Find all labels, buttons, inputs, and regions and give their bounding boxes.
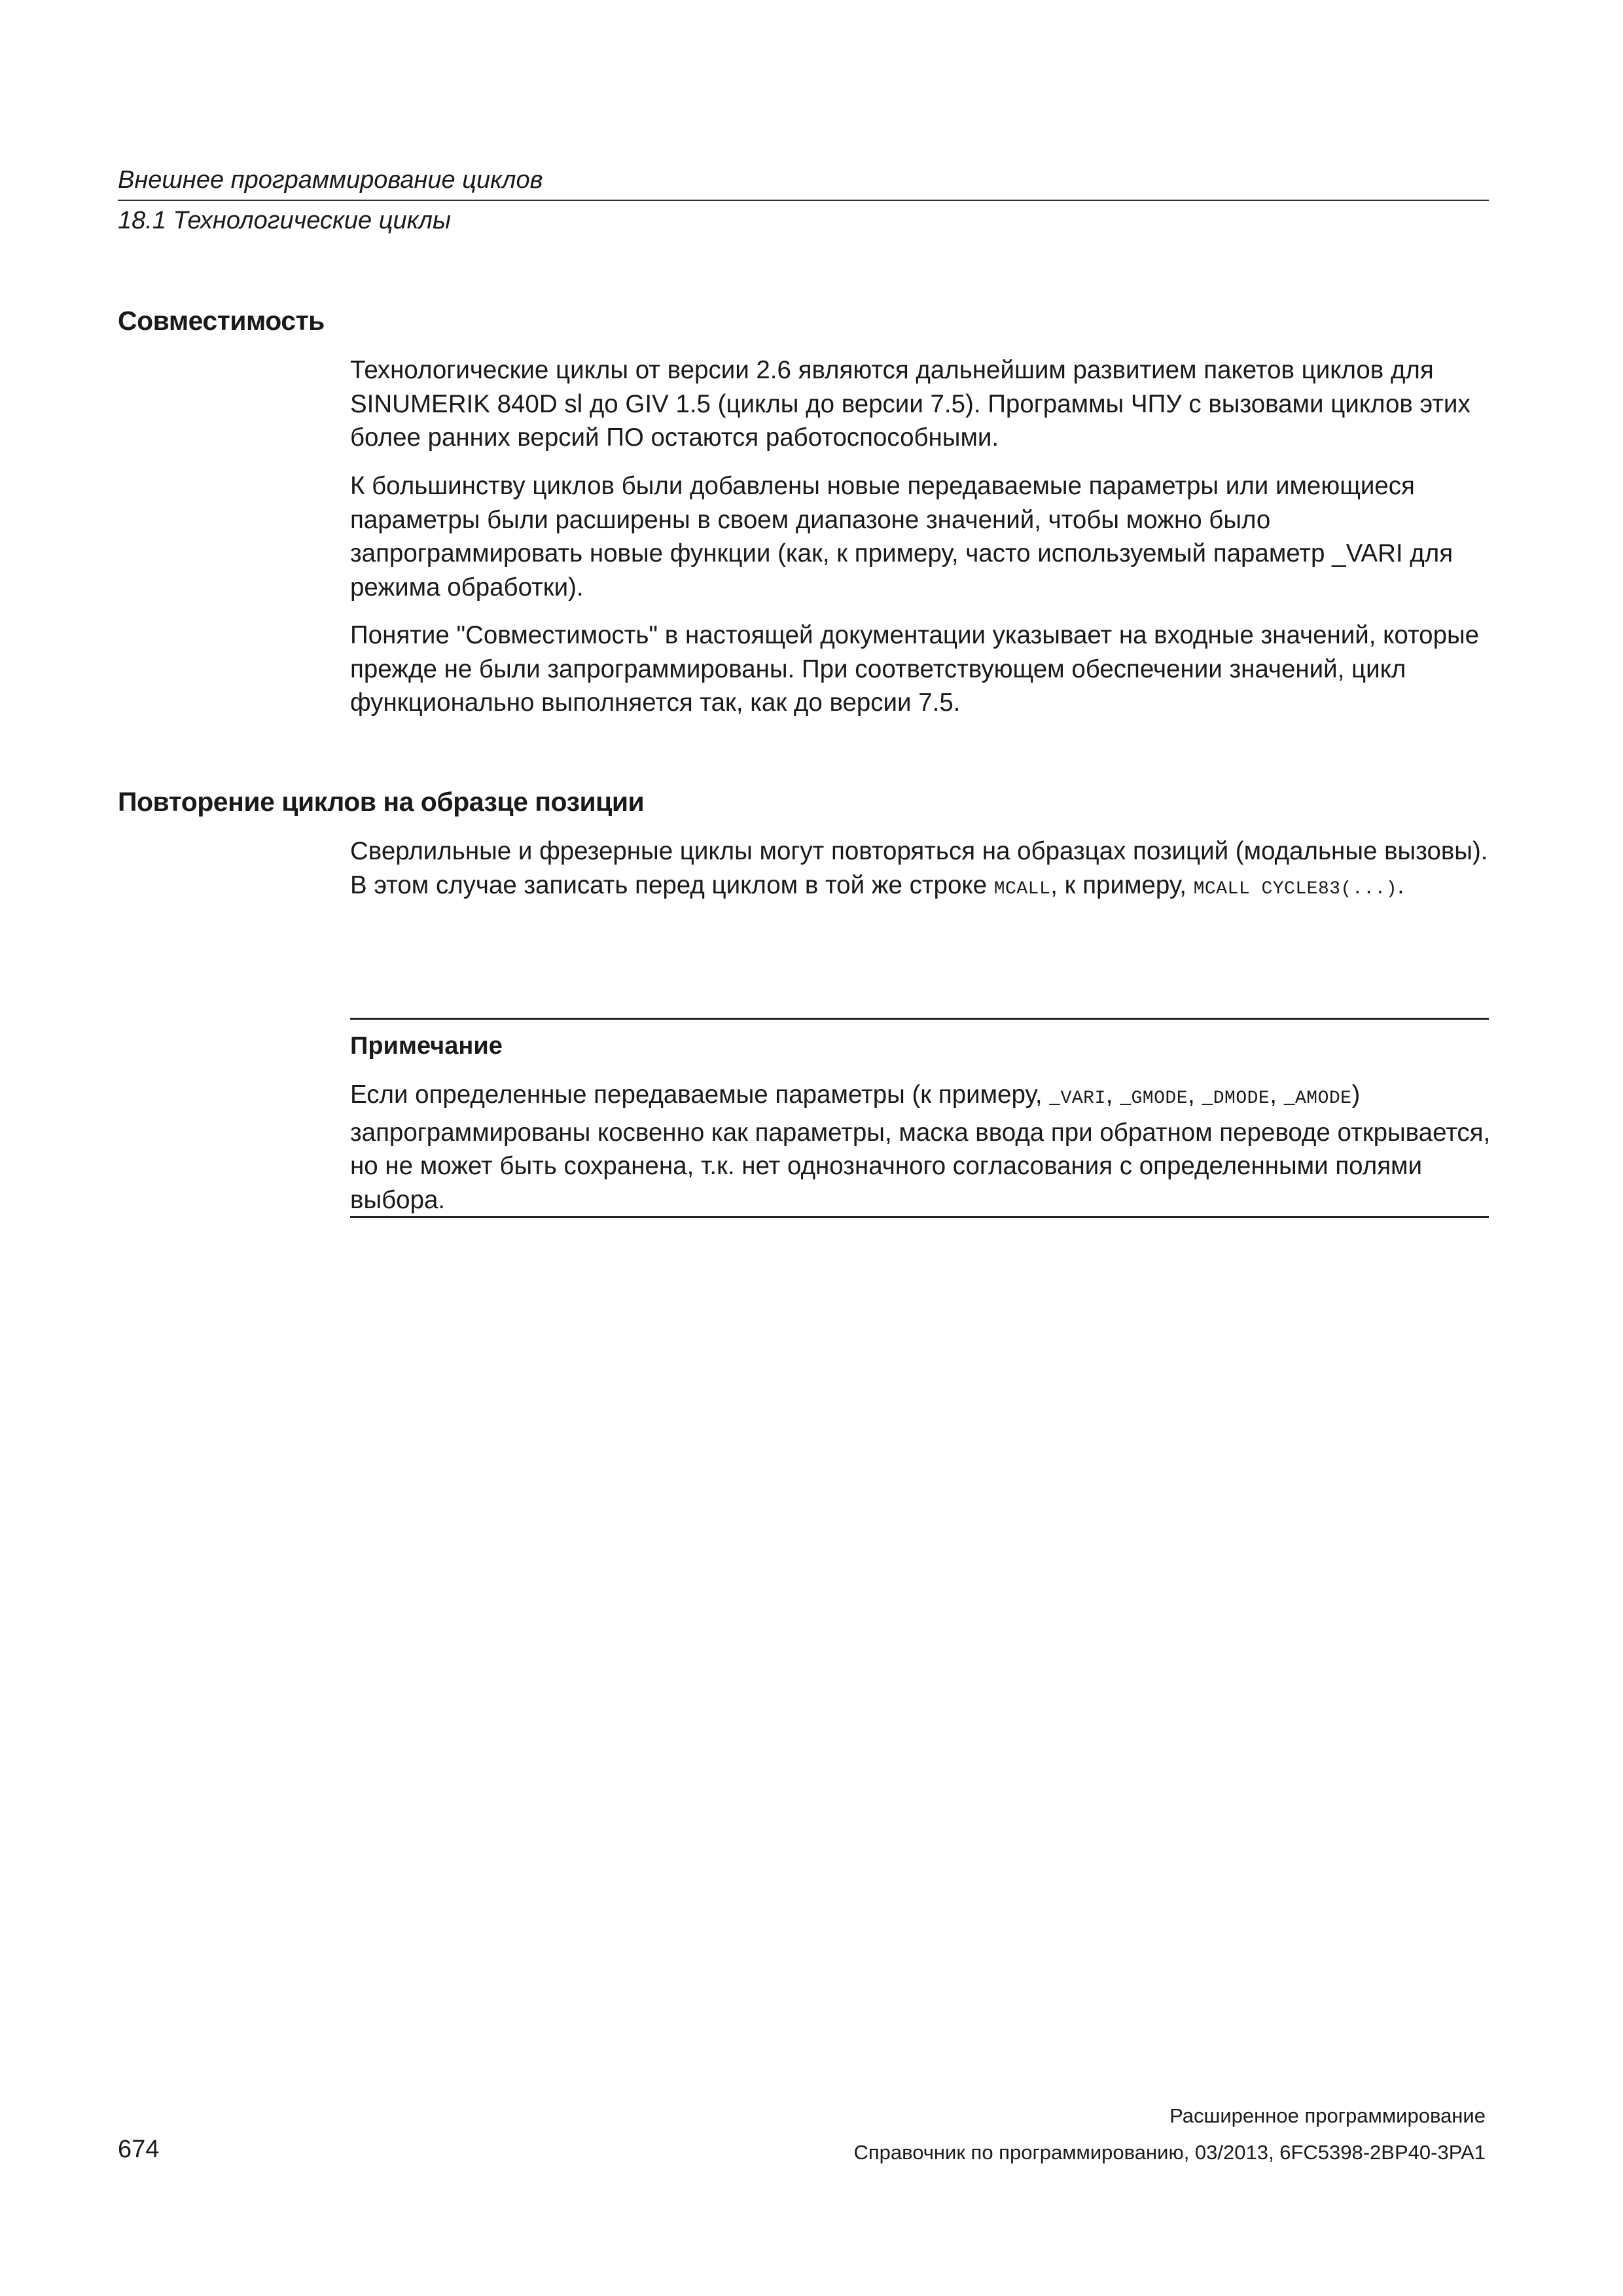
compatibility-p2-text: К большинству циклов были добавлены новые передаваемые параметры или имеющиеся параметры были расширены в своем диапазоне значений, чтобы можно было запрограммировать новые функции (как, к примеру, часто используемый параметр _VARI для режима обработки). <box>350 472 1454 601</box>
note-top-rule <box>350 1018 1489 1020</box>
repeat-text-a: Сверлильные и фрезерные циклы могут повторяться на образцах позиций (модальные вызовы). В этом случае записать перед циклом в той же строке <box>350 837 1488 899</box>
code-vari: _VARI <box>1049 1088 1106 1109</box>
running-header-chapter: Внешнее программирование циклов <box>118 166 543 194</box>
running-header-section: 18.1 Технологические циклы <box>118 207 451 234</box>
note-text-a: Если определенные передаваемые параметры (к примеру, <box>350 1081 1050 1109</box>
note-bottom-rule <box>350 1216 1489 1218</box>
code-mcall-cycle83: MCALL CYCLE83(...) <box>1193 878 1398 899</box>
note-text-b: ) запрограммированы косвенно как параметры, маска ввода при обратном переводе открывается, но не может быть сохранена, т.к. нет однозначного согласования с определенными полями выбора. <box>350 1081 1491 1214</box>
repeat-heading: Повторение циклов на образце позиции <box>118 787 645 817</box>
code-mcall: MCALL <box>993 878 1051 899</box>
note-sep-3: , <box>1270 1081 1284 1109</box>
compatibility-paragraph-2 <box>350 469 1492 604</box>
code-gmode: _GMODE <box>1120 1088 1188 1109</box>
repeat-text-b: , к примеру, <box>1050 870 1194 899</box>
note-title: Примечание <box>350 1032 503 1060</box>
note-sep-2: , <box>1188 1081 1202 1109</box>
note-text <box>350 1078 1492 1217</box>
repeat-text-c: . <box>1397 870 1404 899</box>
repeat-text <box>350 834 1492 906</box>
note-sep-1: , <box>1105 1081 1120 1109</box>
code-dmode: _DMODE <box>1202 1088 1270 1109</box>
page-number: 674 <box>118 2136 160 2163</box>
compatibility-paragraph-1 <box>350 353 1492 455</box>
repeat-paragraph <box>350 834 1492 906</box>
header-rule <box>118 200 1489 201</box>
footer-book-title: Расширенное программирование <box>1169 2104 1486 2127</box>
note-paragraph <box>350 1078 1492 1217</box>
compatibility-p1-text: Технологические циклы от версии 2.6 являются дальнейшим развитием пакетов циклов для SINUMERIK 840D sl до GIV 1.5 (циклы до версии 7.5). Программы ЧПУ с вызовами циклов этих более ранних версий ПО остаются работоспособными. <box>350 356 1471 452</box>
compatibility-p3-text: Понятие "Совместимость" в настоящей документации указывает на входные значений, которые прежде не были запрограммированы. При соответствующем обеспечении значений, цикл функционально выполняется так, как до версии 7.5. <box>350 621 1480 717</box>
compatibility-paragraph-3 <box>350 619 1492 720</box>
code-amode: _AMODE <box>1283 1088 1352 1109</box>
footer-book-reference: Справочник по программированию, 03/2013, 6FC5398-2BP40-3PA1 <box>853 2141 1486 2164</box>
compatibility-heading: Совместимость <box>118 306 325 336</box>
